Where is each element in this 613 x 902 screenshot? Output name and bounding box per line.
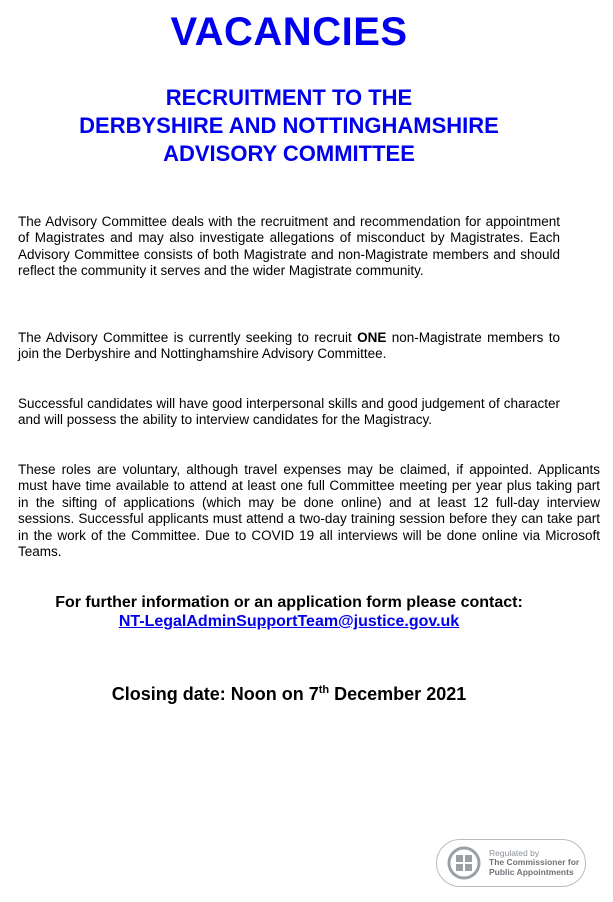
closing-date — [0, 684, 578, 705]
closing-date-text: Closing date: Noon on 7 — [111, 684, 319, 704]
closing-date-ordinal: th — [318, 684, 330, 696]
subtitle-line-1: RECRUITMENT TO THE — [165, 85, 413, 110]
recruitment-count: ONE — [357, 330, 387, 345]
subtitle-line-3: ADVISORY COMMITTEE — [163, 141, 415, 166]
paragraph-committee-role: The Advisory Committee deals with the recruitment and recommendation for appointment of Magistrates and may also investigate allegations of misconduct by Magistrates. Each Advisory Committee consists of both Magistrate and non-Magistrate members and should reflect the community it serves and the wider Magistrate community. — [18, 214, 560, 279]
recruitment-text-end: non-Magistrate members to join the Derbyshire and Nottinghamshire Advisory Committee. — [18, 330, 560, 362]
badge-line-2: The Commissioner for — [489, 857, 580, 868]
contact-section — [0, 593, 578, 631]
contact-prompt: For further information or an application form please contact: — [55, 594, 523, 611]
closing-date-month-year: December 2021 — [329, 684, 467, 704]
recruitment-text-start: The Advisory Committee is currently seeking to recruit — [18, 330, 358, 345]
contact-email-link[interactable]: NT-LegalAdminSupportTeam@justice.gov.uk — [118, 613, 460, 630]
subtitle-line-2: DERBYSHIRE AND NOTTINGHAMSHIRE — [79, 113, 499, 138]
page-subtitle — [0, 84, 578, 168]
paragraph-role-details: These roles are voluntary, although travel expenses may be claimed, if appointed. Applicants must have time available to attend at least one full Committee meeting per year plus taking part in the sifting of applications (which may be done online) and at least 12 full-day interview sessions. Successful applicants must attend a two-day training session before they can take part in the work of the Committee. Due to COVID 19 all interviews will be done online via Microsoft Teams. — [18, 462, 600, 560]
page-title: VACANCIES — [170, 10, 408, 54]
badge-text — [489, 849, 579, 878]
commissioner-logo-icon — [447, 846, 481, 880]
paragraph-candidate-skills: Successful candidates will have good interpersonal skills and good judgement of character and will possess the ability to interview candidates for the Magistracy. — [18, 396, 560, 428]
badge-line-3: Public Appointments — [489, 866, 574, 877]
badge-line-1: Regulated by — [489, 847, 540, 858]
paragraph-recruitment — [18, 330, 560, 363]
regulator-badge — [436, 839, 586, 887]
